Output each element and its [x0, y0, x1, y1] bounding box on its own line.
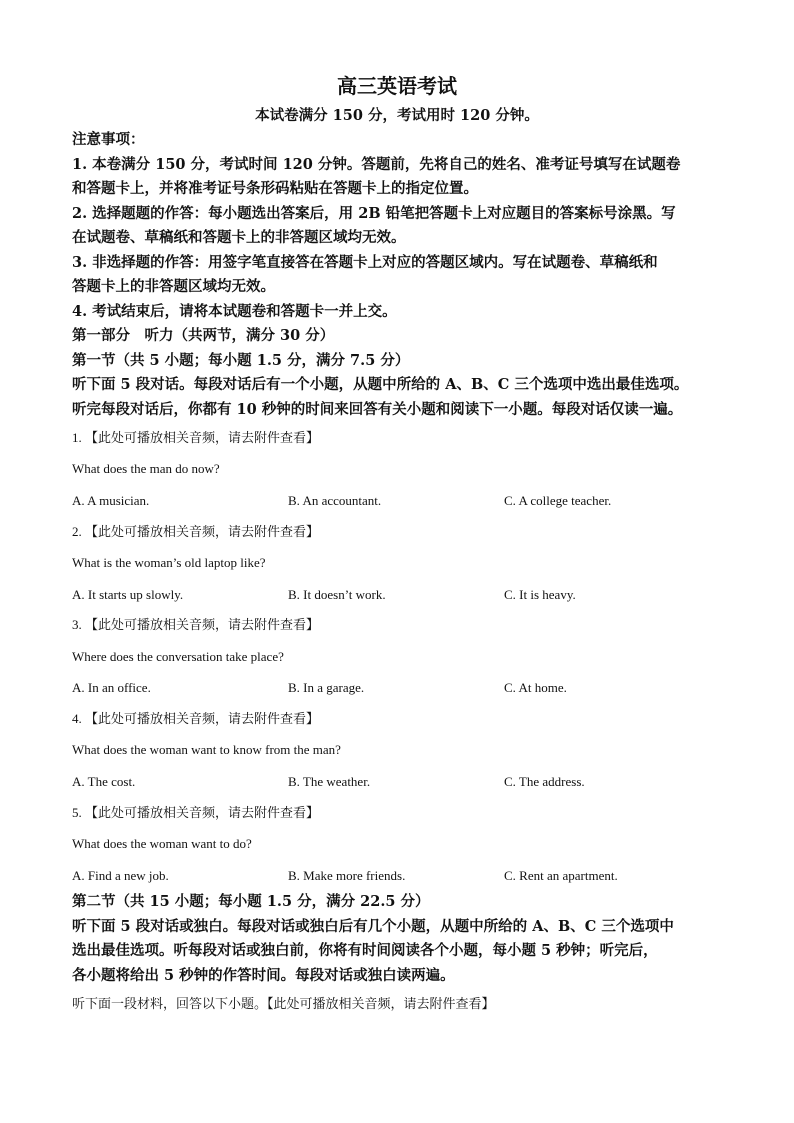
section-instructions: 听下面 5 段对话。每段对话后有一个小题，从题中所给的 A、B、C 三个选项中选出最佳选项。 [72, 376, 689, 393]
page-subtitle: 本试卷满分 150 分，考试用时 120 分钟。 [255, 107, 539, 124]
notes-line: 2. 选择题题的作答：每小题选出答案后，用 2B 铅笔把答题卡上对应题目的答案标号涂黑。写 [72, 204, 676, 222]
question-text: What does the woman want to know from the man? [72, 742, 341, 757]
option-c[interactable]: C. Rent an apartment. [504, 868, 618, 883]
option-c[interactable]: C. The address. [504, 774, 585, 789]
notes-line: 和答题卡上，并将准考证号条形码粘贴在答题卡上的指定位置。 [72, 180, 478, 197]
option-b[interactable]: B. An accountant. [288, 493, 382, 508]
option-c[interactable]: C. At home. [504, 680, 567, 695]
question-text: What is the woman’s old laptop like? [72, 555, 266, 570]
option-a[interactable]: A. In an office. [72, 680, 151, 695]
option-b[interactable]: B. It doesn’t work. [288, 587, 386, 602]
audio-placeholder[interactable]: 3. 【此处可播放相关音频，请去附件查看】 [72, 617, 320, 632]
option-b[interactable]: B. In a garage. [288, 680, 365, 695]
section-heading: 第二节（共 15 小题；每小题 1.5 分，满分 22.5 分） [72, 893, 430, 910]
section-instructions: 听完每段对话后，你都有 10 秒钟的时间来回答有关小题和阅读下一小题。每段对话仅读一遍。 [72, 400, 683, 418]
audio-placeholder[interactable]: 4. 【此处可播放相关音频，请去附件查看】 [72, 711, 320, 726]
section-instructions: 听下面 5 段对话或独白。每段对话或独白后有几个小题，从题中所给的 A、B、C 三个选项中 [72, 917, 674, 935]
question-text: What does the man do now? [72, 461, 220, 476]
part-heading: 第一部分 听力（共两节，满分 30 分） [72, 327, 335, 344]
notes-line: 1. 本卷满分 150 分，考试时间 120 分钟。答题前，先将自己的姓名、准考证号填写在试题卷 [72, 155, 681, 173]
audio-placeholder[interactable]: 2. 【此处可播放相关音频，请去附件查看】 [72, 524, 320, 539]
notes-heading: 注意事项： [72, 131, 145, 148]
material-audio[interactable]: 听下面一段材料，回答以下小题。【此处可播放相关音频，请去附件查看】 [72, 997, 495, 1012]
option-c[interactable]: C. It is heavy. [504, 587, 576, 602]
option-b[interactable]: B. Make more friends. [288, 868, 406, 883]
option-a[interactable]: A. It starts up slowly. [72, 587, 184, 602]
notes-line: 4. 考试结束后，请将本试题卷和答题卡一并上交。 [72, 302, 397, 320]
notes-line: 3. 非选择题的作答：用签字笔直接答在答题卡上对应的答题区域内。写在试题卷、草稿纸和 [72, 253, 658, 271]
section-instructions: 选出最佳选项。听每段对话或独白前，你将有时间阅读各个小题，每小题 5 秒钟；听完后， [72, 942, 658, 959]
option-a[interactable]: A. The cost. [72, 774, 136, 789]
audio-placeholder[interactable]: 1. 【此处可播放相关音频，请去附件查看】 [72, 430, 320, 445]
page-title: 高三英语考试 [337, 74, 457, 98]
option-a[interactable]: A. Find a new job. [72, 868, 169, 883]
notes-line: 在试题卷、草稿纸和答题卡上的非答题区域均无效。 [72, 229, 406, 246]
notes-line: 答题卡上的非答题区域均无效。 [72, 278, 275, 295]
option-c[interactable]: C. A college teacher. [504, 493, 612, 508]
option-b[interactable]: B. The weather. [288, 774, 371, 789]
section-instructions: 各小题将给出 5 秒钟的作答时间。每段对话或独白读两遍。 [72, 966, 455, 984]
question-text: What does the woman want to do? [72, 836, 252, 851]
audio-placeholder[interactable]: 5. 【此处可播放相关音频，请去附件查看】 [72, 805, 320, 820]
section-heading: 第一节（共 5 小题；每小题 1.5 分，满分 7.5 分） [72, 351, 410, 369]
option-a[interactable]: A. A musician. [72, 493, 150, 508]
question-text: Where does the conversation take place? [72, 649, 284, 664]
